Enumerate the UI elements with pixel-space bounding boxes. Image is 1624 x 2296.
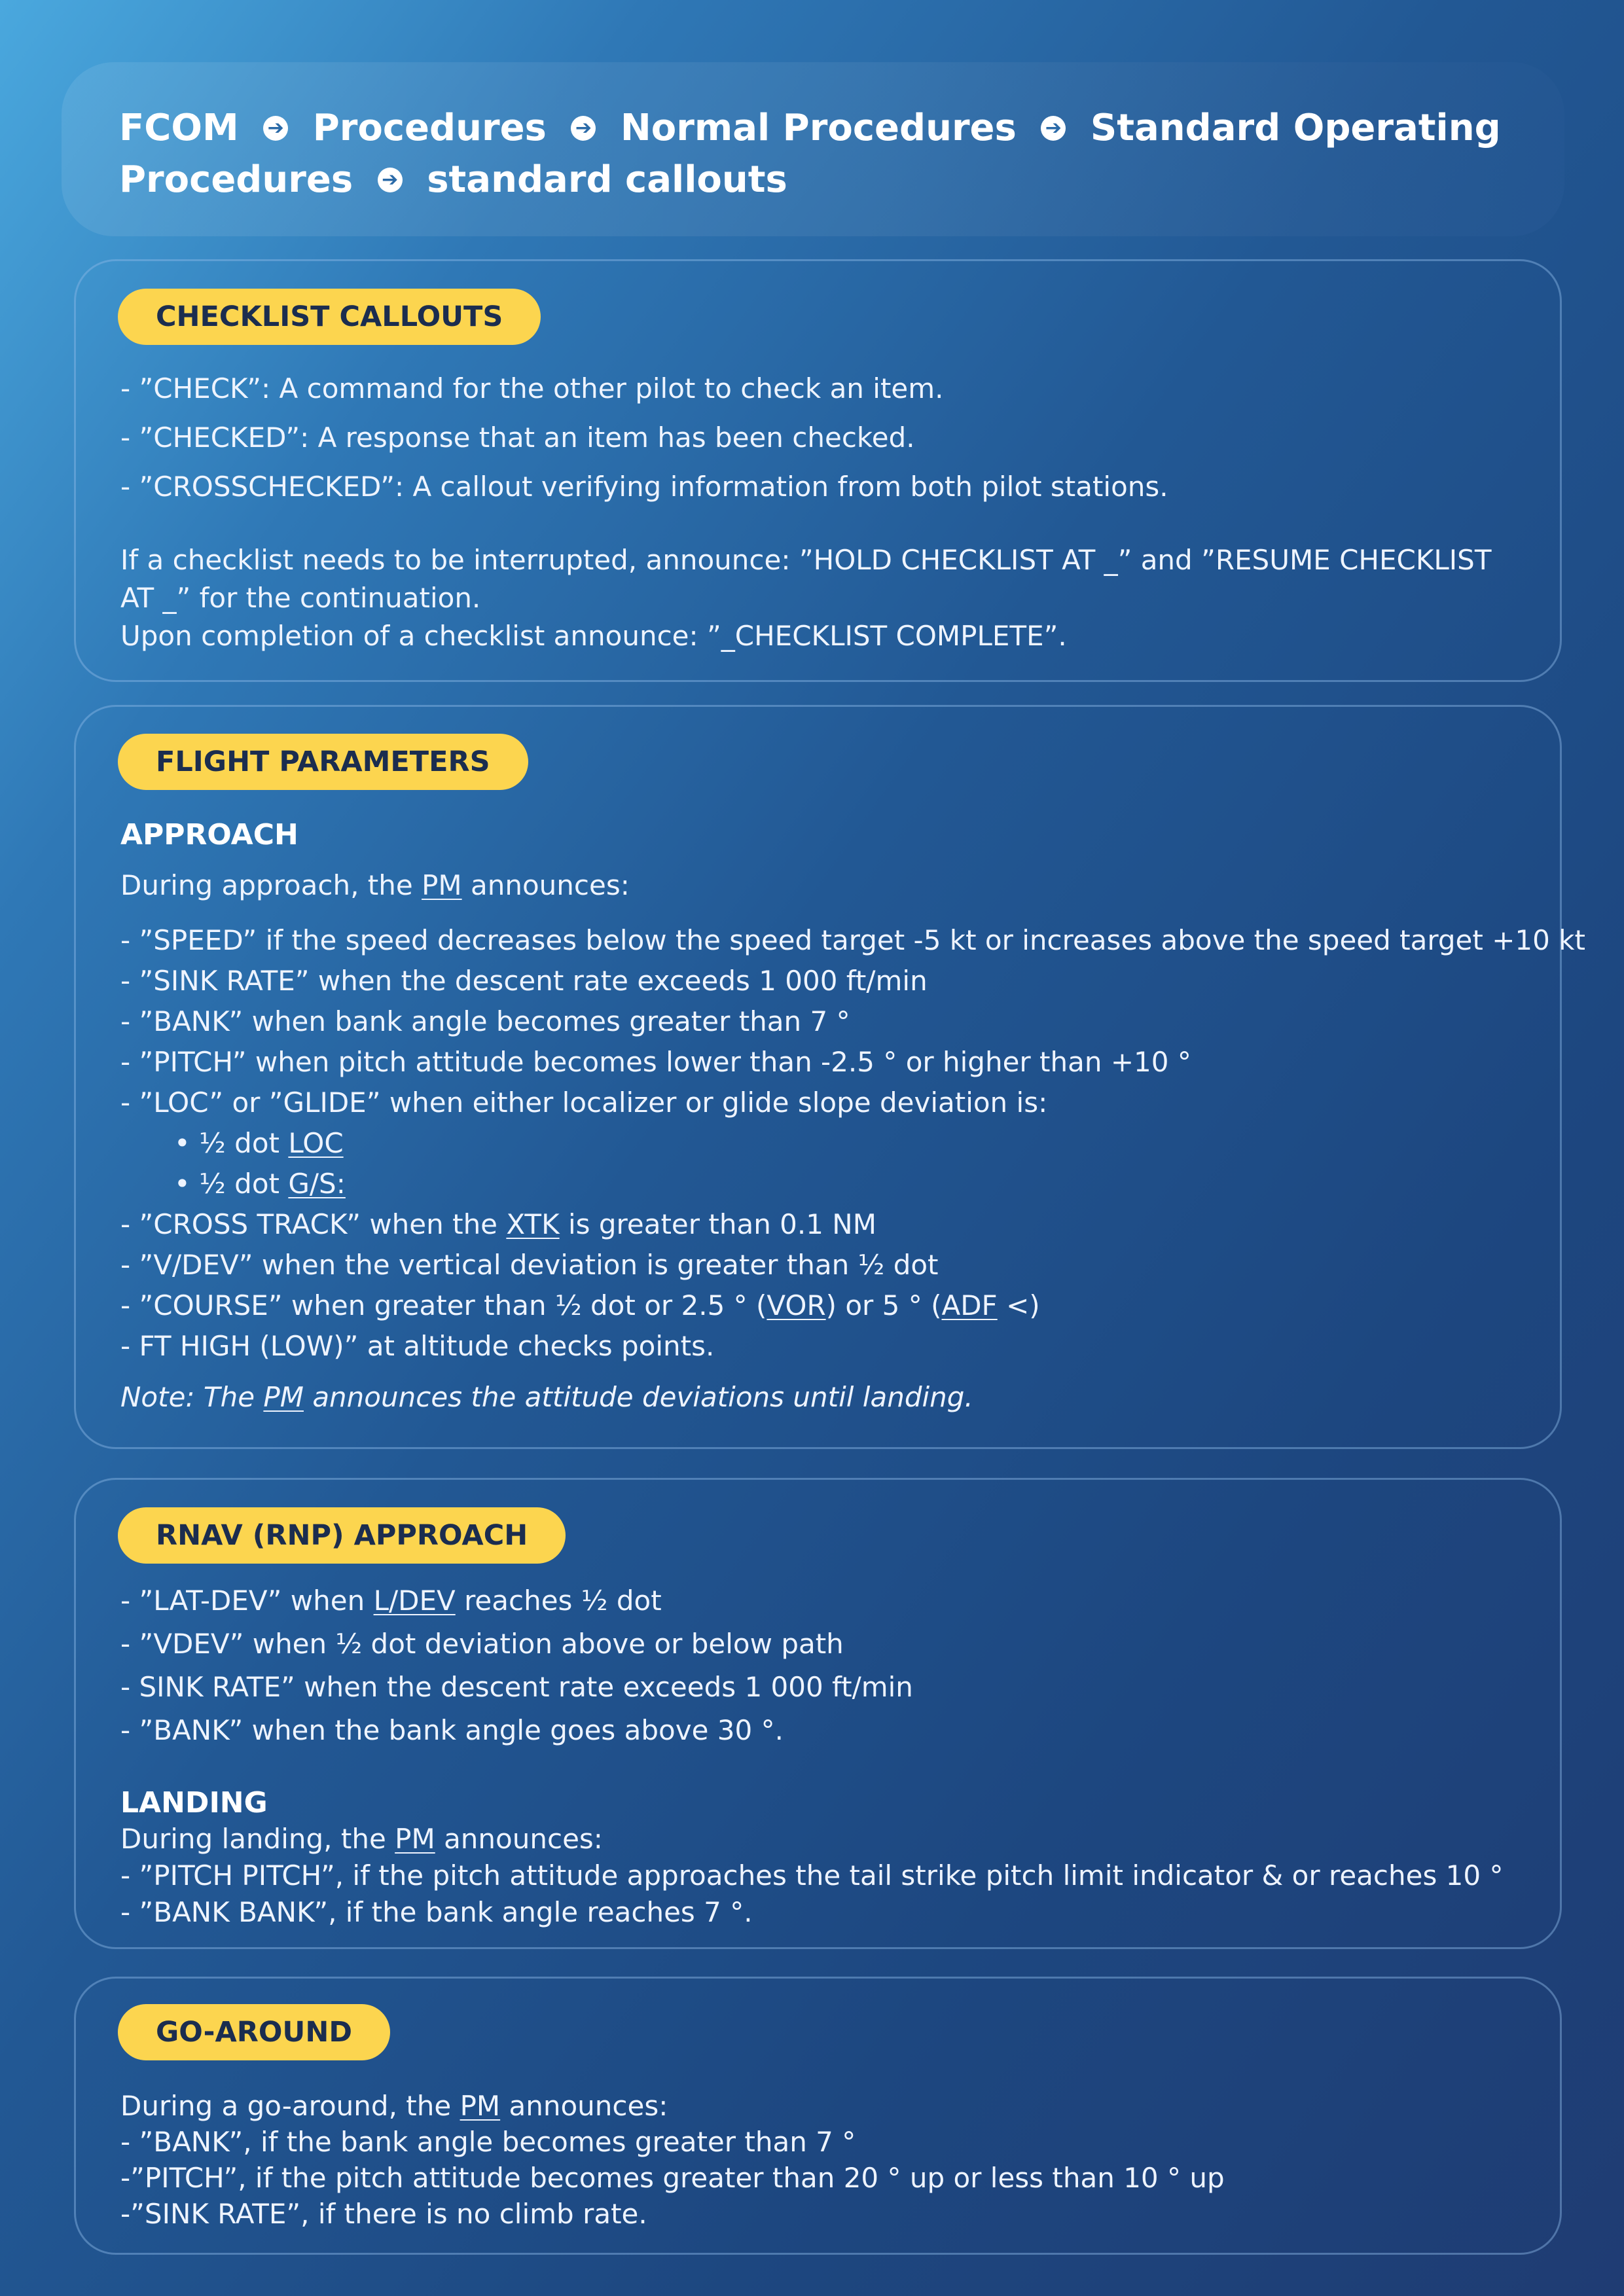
sub-list-item [174,1127,344,1159]
intro-text [120,2090,668,2122]
list-item [120,1585,662,1617]
intro-post: announces: [500,2090,668,2122]
arrow-right-icon: ➔ [1041,116,1066,141]
note-pre: Note: The [120,1381,264,1413]
list-item: - SINK RATE” when the descent rate exceeds 1 000 ft/min [120,1671,913,1703]
list-item: -”SINK RATE”, if there is no climb rate. [120,2198,647,2230]
list-item: - ”SINK RATE” when the descent rate exceeds 1 000 ft/min [120,965,928,997]
intro-post: announces: [461,869,630,901]
arrow-right-icon: ➔ [571,116,596,141]
intro-pre: During landing, the [120,1823,395,1855]
breadcrumb-item-normal-procedures[interactable]: Normal Procedures [620,106,1017,149]
item-text: - ”CROSS TRACK” when the [120,1208,507,1240]
pm-abbr[interactable]: PM [263,1381,304,1413]
breadcrumb-item-procedures[interactable]: Procedures [312,106,547,149]
loc-abbr[interactable]: LOC [288,1127,344,1159]
list-item: - ”CROSSCHECKED”: A callout verifying information from both pilot stations. [120,471,1168,503]
breadcrumb [119,101,1507,205]
breadcrumb-item-standard-callouts[interactable]: standard callouts [427,158,787,201]
list-item: - ”VDEV” when ½ dot deviation above or below path [120,1628,844,1660]
item-text: reaches ½ dot [455,1585,662,1617]
checklist-callouts-card [74,259,1562,682]
item-text: <) [997,1289,1040,1321]
sub-item-text: • ½ dot [174,1127,289,1159]
breadcrumb-item-sop[interactable]: Standard Operating Procedures [119,106,1501,201]
list-item: - ”PITCH PITCH”, if the pitch attitude approaches the tail strike pitch limit indicator & or reaches 10 ° [120,1859,1504,1892]
intro-pre: During approach, the [120,869,422,901]
paragraph: AT _” for the continuation. [120,582,481,614]
list-item: - ”PITCH” when pitch attitude becomes lower than -2.5 ° or higher than +10 ° [120,1046,1191,1078]
item-text: ) or 5 ° ( [825,1289,942,1321]
section-title-flight-parameters: FLIGHT PARAMETERS [118,734,528,790]
note-text [120,1381,973,1413]
list-item: - ”LOC” or ”GLIDE” when either localizer or glide slope deviation is: [120,1086,1048,1119]
subheading-landing: LANDING [120,1786,268,1820]
item-text: is greater than 0.1 NM [559,1208,876,1240]
flight-parameters-card [74,705,1585,1449]
subheading-approach: APPROACH [120,818,298,852]
item-text: - ”LAT-DEV” when [120,1585,374,1617]
list-item: - ”SPEED” if the speed decreases below the speed target -5 kt or increases above the speed target +10 kt [120,924,1585,956]
xtk-abbr[interactable]: XTK [506,1208,560,1240]
adf-abbr[interactable]: ADF [941,1289,998,1321]
breadcrumb-header [62,62,1564,236]
arrow-right-icon: ➔ [378,168,403,192]
list-item: - ”BANK BANK”, if the bank angle reaches 7 °. [120,1896,753,1928]
ldev-abbr[interactable]: L/DEV [373,1585,456,1617]
section-title-go-around: GO-AROUND [118,2004,390,2060]
intro-pre: During a go-around, the [120,2090,460,2122]
intro-text [120,1823,603,1855]
section-title-rnav: RNAV (RNP) APPROACH [118,1507,566,1564]
vor-abbr[interactable]: VOR [767,1289,826,1321]
sub-item-text: • ½ dot [174,1168,289,1200]
list-item: - FT HIGH (LOW)” at altitude checks points. [120,1330,715,1362]
paragraph: If a checklist needs to be interrupted, announce: ”HOLD CHECKLIST AT _” and ”RESUME CHECKLIST [120,544,1492,576]
list-item: -”PITCH”, if the pitch attitude becomes greater than 20 ° up or less than 10 ° up [120,2162,1225,2194]
list-item [120,1208,876,1240]
rnav-approach-card [74,1478,1562,1949]
section-title-checklist: CHECKLIST CALLOUTS [118,289,541,345]
paragraph: Upon completion of a checklist announce: ”_CHECKLIST COMPLETE”. [120,620,1067,652]
sub-list-item [174,1168,346,1200]
list-item: - ”BANK” when the bank angle goes above 30 °. [120,1714,784,1746]
pm-abbr[interactable]: PM [460,2090,501,2122]
pm-abbr[interactable]: PM [422,869,462,901]
list-item [120,1289,1040,1321]
go-around-card [74,1977,1562,2255]
list-item: - ”V/DEV” when the vertical deviation is greater than ½ dot [120,1249,939,1281]
intro-text [120,869,630,901]
list-item: - ”CHECK”: A command for the other pilot to check an item. [120,372,944,404]
item-text: - ”COURSE” when greater than ½ dot or 2.5 ° ( [120,1289,767,1321]
list-item: - ”BANK”, if the bank angle becomes greater than 7 ° [120,2126,856,2158]
arrow-right-icon: ➔ [263,116,288,141]
intro-post: announces: [435,1823,603,1855]
note-post: announces the attitude deviations until landing. [303,1381,973,1413]
breadcrumb-item-fcom[interactable]: FCOM [119,106,239,149]
pm-abbr[interactable]: PM [395,1823,435,1855]
list-item: - ”BANK” when bank angle becomes greater than 7 ° [120,1005,850,1037]
list-item: - ”CHECKED”: A response that an item has been checked. [120,422,915,454]
gs-abbr[interactable]: G/S: [288,1168,346,1200]
